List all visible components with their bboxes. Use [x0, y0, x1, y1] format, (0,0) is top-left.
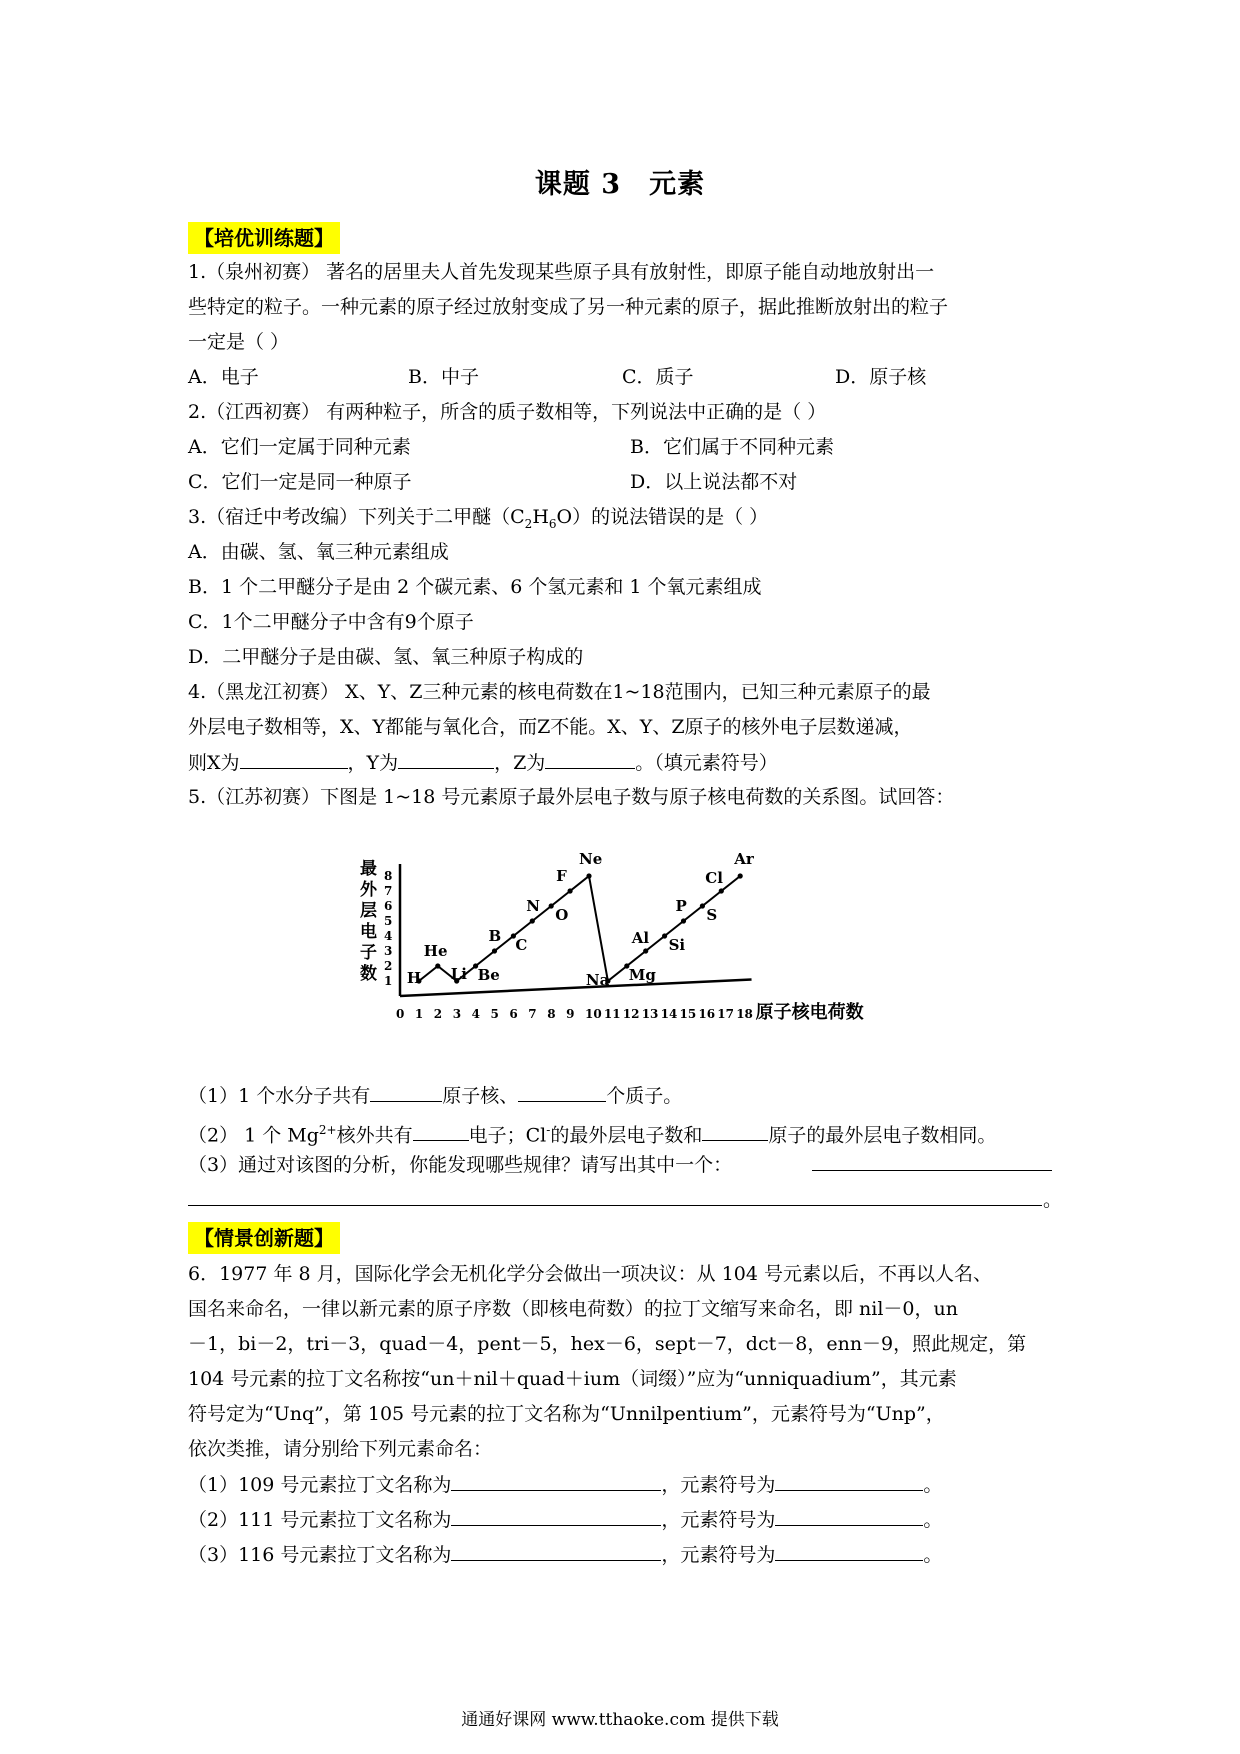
q4-z-blank[interactable] — [545, 750, 635, 769]
chart-point-label: Na — [585, 971, 610, 989]
chart-point-label: N — [526, 897, 541, 915]
q6-row1-label: （1）109 号元素拉丁文名称为 — [188, 1474, 452, 1496]
chart-y-tick-label: 8 — [384, 869, 393, 883]
q6-line1: 6．1977 年 8 月，国际化学会无机化学分会做出一项决议：从 104 号元素以后，不再以人名、 — [188, 1263, 992, 1285]
chart-x-tick-label: 12 — [622, 1007, 640, 1021]
q3-line1 — [188, 505, 768, 536]
q6-row2 — [188, 1507, 942, 1532]
q6-line3: －1，bi－2，tri－3，quad－4，pent－5，hex－6，sept－7，dct－8，enn－9，照此规定，第 — [188, 1333, 1027, 1355]
q5-sub3: （3）通过对该图的分析，你能发现哪些规律？请写出其中一个： — [188, 1154, 733, 1176]
q6-row3-mid: ，元素符号为 — [661, 1544, 776, 1566]
q3-text-mid: H — [532, 506, 549, 528]
q6-row1-symbol-blank[interactable] — [775, 1472, 923, 1491]
chart-x-ticks — [396, 1007, 753, 1021]
chart-point — [681, 918, 686, 923]
q1-option-c: C．质子 — [622, 366, 694, 388]
chart-point-label: S — [706, 906, 718, 924]
q6-row1-mid: ，元素符号为 — [661, 1474, 776, 1496]
q4-line3 — [188, 750, 778, 775]
chart-x-tick-label: 18 — [736, 1007, 753, 1021]
q6-row2-mid: ，元素符号为 — [661, 1509, 776, 1531]
chart-point-label: F — [556, 867, 567, 885]
q5-cl-charge: - — [546, 1123, 551, 1137]
q6-row3 — [188, 1542, 942, 1567]
q2-option-c: C．它们一定是同一种原子 — [188, 471, 412, 493]
chart-point-label: Al — [631, 929, 650, 947]
chart-point — [549, 903, 554, 908]
q5-sub2-text-e: 原子的最外层电子数相同。 — [768, 1124, 997, 1147]
q5-atom-blank[interactable] — [702, 1122, 768, 1141]
q5-protons-blank[interactable] — [518, 1083, 606, 1102]
q2-option-a: A．它们一定属于同种元素 — [188, 436, 411, 458]
q5-end-mark: 。 — [1043, 1189, 1063, 1211]
q6-line5: 符号定为“Unq”，第 105 号元素的拉丁文名称为“Unnilpentium”，元素符号为“Unp”， — [188, 1403, 945, 1425]
chart-point-label: H — [406, 969, 422, 987]
chart-y-tick-label: 7 — [384, 884, 393, 898]
chart-point-label: Ne — [579, 850, 603, 868]
page-footer: 通通好课网 www.tthaoke.com 提供下载 — [461, 1710, 779, 1730]
chart-point-label: B — [488, 927, 502, 945]
chart-x-tick-label: 8 — [547, 1007, 556, 1021]
chart-y-tick-label: 2 — [384, 959, 393, 973]
q5-line1: 5.（江苏初赛）下图是 1~18 号元素原子最外层电子数与原子核电荷数的关系图。试回答： — [188, 786, 955, 808]
q5-sub2-text-c: 电子；Cl — [468, 1124, 547, 1147]
chart-x-tick-label: 6 — [509, 1007, 518, 1021]
q3-option-a: A．由碳、氢、氧三种元素组成 — [188, 541, 449, 563]
q3-sub-2: 2 — [524, 516, 533, 531]
q4-y-label: ，Y为 — [347, 752, 399, 774]
chart-point — [492, 948, 497, 953]
q4-x-blank[interactable] — [240, 750, 348, 769]
q6-row2-label: （2）111 号元素拉丁文名称为 — [188, 1509, 452, 1531]
q4-line2: 外层电子数相等，X、Y都能与氧化合，而Z不能。X、Y、Z原子的核外电子层数递减， — [188, 716, 913, 738]
q6-row3-end: 。 — [923, 1544, 943, 1566]
q6-row2-end: 。 — [923, 1509, 943, 1531]
chart-y-tick-label: 5 — [384, 914, 393, 928]
q1-line2: 些特定的粒子。一种元素的原子经过放射变成了另一种元素的原子，据此推断放射出的粒子 — [188, 296, 949, 318]
chart-point — [700, 903, 705, 908]
chart-x-tick-label: 3 — [452, 1007, 462, 1021]
q3-sub-6: 6 — [548, 516, 557, 531]
q5-sub1-text-a: （1）1 个水分子共有 — [188, 1085, 371, 1107]
q4-hint: 。（填元素符号） — [635, 752, 778, 774]
chart-ylabel-char: 数 — [360, 964, 377, 984]
chart-series-line — [419, 876, 740, 981]
chart-x-tick-label: 15 — [679, 1007, 697, 1021]
chart-point — [586, 873, 591, 878]
chart-point — [662, 933, 667, 938]
chart-ylabel-char: 电 — [360, 922, 377, 942]
q3-option-d: D．二甲醚分子是由碳、氢、氧三种原子构成的 — [188, 646, 584, 668]
chart-point — [643, 948, 648, 953]
q6-line6: 依次类推，请分别给下列元素命名： — [188, 1438, 493, 1460]
q5-sub1 — [188, 1083, 682, 1108]
chart-ylabel-char: 层 — [360, 901, 377, 921]
q5-electrons-blank[interactable] — [413, 1122, 469, 1141]
q3-option-c: C．1个二甲醚分子中含有9个原子 — [188, 611, 474, 633]
chart-x-tick-label: 0 — [396, 1007, 405, 1021]
q4-y-blank[interactable] — [398, 750, 494, 769]
chart-point-label: O — [555, 906, 569, 924]
chart-y-tick-label: 3 — [384, 944, 393, 958]
q5-sub2-text-b: 核外共有 — [336, 1124, 413, 1147]
chart-point — [530, 918, 535, 923]
chart-x-tick-label: 17 — [717, 1007, 735, 1021]
chart-x-tick-label: 10 — [585, 1007, 602, 1021]
chart-ylabel-char: 外 — [360, 880, 377, 900]
q4-x-label: 则X为 — [188, 752, 240, 774]
chart-point-label: P — [675, 897, 687, 915]
page-title: 课题 3 元素 — [534, 169, 706, 200]
section-tag-innovation: 【情景创新题】 — [188, 1222, 340, 1254]
chart-x-tick-label: 7 — [528, 1007, 537, 1021]
q5-sub2 — [188, 1118, 996, 1147]
chart-ylabel-char: 最 — [360, 859, 377, 879]
q2-option-b: B．它们属于不同种元素 — [630, 436, 834, 458]
q3-option-b: B．1 个二甲醚分子是由 2 个碳元素、6 个氢元素和 1 个氧元素组成 — [188, 576, 762, 598]
q6-row1 — [188, 1472, 942, 1497]
electron-chart — [360, 850, 930, 1040]
q6-line2: 国名来命名，一律以新元素的原子序数（即核电荷数）的拉丁文缩写来命名，即 nil－0，un — [188, 1298, 958, 1320]
chart-x-tick-label: 14 — [660, 1007, 678, 1021]
q3-text-post: O）的说法错误的是（ ） — [556, 506, 769, 528]
chart-y-tick-label: 1 — [384, 974, 393, 988]
q6-row2-name-blank[interactable] — [451, 1507, 661, 1526]
chart-x-tick-label: 5 — [490, 1007, 499, 1021]
section-tag-training: 【培优训练题】 — [188, 222, 340, 254]
q5-rule-blank-1[interactable] — [812, 1170, 1052, 1171]
chart-point — [568, 888, 573, 893]
q2-option-d: D．以上说法都不对 — [630, 471, 798, 493]
q4-line1: 4.（黑龙江初赛） X、Y、Z三种元素的核电荷数在1~18范围内，已知三种元素原子的最 — [188, 681, 931, 703]
chart-ylabel — [360, 859, 378, 984]
chart-ylabel-char: 子 — [360, 943, 377, 963]
chart-x-tick-label: 4 — [471, 1007, 480, 1021]
chart-x-tick-label: 13 — [641, 1007, 659, 1021]
q1-option-b: B．中子 — [408, 366, 479, 388]
chart-point-label: Si — [668, 936, 686, 954]
q6-line4: 104 号元素的拉丁文名称按“un＋nil＋quad＋ium（词缀）”应为“unniquadium”，其元素 — [188, 1368, 957, 1390]
chart-y-tick-label: 6 — [384, 899, 393, 913]
chart-point-label: Cl — [705, 869, 723, 887]
q6-row1-end: 。 — [923, 1474, 943, 1496]
q1-option-d: D．原子核 — [835, 366, 927, 388]
q5-sub2-text-d: 的最外层电子数和 — [550, 1124, 703, 1147]
q6-row3-symbol-blank[interactable] — [775, 1542, 923, 1561]
chart-x-tick-label: 1 — [414, 1007, 424, 1021]
chart-xlabel: 原子核电荷数 — [755, 1002, 864, 1023]
chart-point-label: Ar — [734, 850, 754, 868]
q6-row2-symbol-blank[interactable] — [775, 1507, 923, 1526]
q3-text-pre: 3.（宿迁中考改编）下列关于二甲醚（C — [188, 506, 525, 528]
q6-row3-name-blank[interactable] — [451, 1542, 661, 1561]
q6-row1-name-blank[interactable] — [451, 1472, 661, 1491]
q6-row3-label: （3）116 号元素拉丁文名称为 — [188, 1544, 452, 1566]
chart-point — [719, 888, 724, 893]
chart-points — [407, 850, 755, 989]
chart-point-label: Be — [477, 966, 500, 984]
q5-mg-charge: 2+ — [318, 1123, 337, 1137]
chart-y-ticks — [384, 869, 392, 988]
chart-point-label: Mg — [628, 966, 656, 984]
q5-sub2-text-a: （2） 1 个 Mg — [188, 1124, 319, 1147]
chart-x-tick-label: 11 — [603, 1007, 621, 1021]
chart-point-label: Li — [450, 965, 467, 983]
chart-point — [738, 873, 743, 878]
q1-line1: 1.（泉州初赛） 著名的居里夫人首先发现某些原子具有放射性，即原子能自动地放射出一 — [188, 261, 935, 283]
q5-sub1-text-b: 原子核、 — [442, 1085, 519, 1107]
chart-point — [435, 963, 440, 968]
chart-x-tick-label: 2 — [433, 1007, 443, 1021]
chart-x-tick-label: 9 — [566, 1007, 575, 1021]
chart-point-label: He — [423, 942, 448, 960]
q5-sub1-text-c: 个质子。 — [606, 1085, 683, 1107]
q5-nuclei-blank[interactable] — [370, 1083, 442, 1102]
chart-point-label: C — [515, 936, 528, 954]
q5-rule-blank-2[interactable] — [188, 1205, 1042, 1206]
chart-x-tick-label: 16 — [698, 1007, 716, 1021]
q1-line3: 一定是（ ） — [188, 331, 290, 353]
q4-z-label: ，Z为 — [494, 752, 546, 774]
q1-option-a: A．电子 — [188, 366, 259, 388]
chart-y-tick-label: 4 — [384, 929, 393, 943]
q2-line1: 2.（江西初赛） 有两种粒子，所含的质子数相等，下列说法中正确的是（ ） — [188, 401, 827, 423]
